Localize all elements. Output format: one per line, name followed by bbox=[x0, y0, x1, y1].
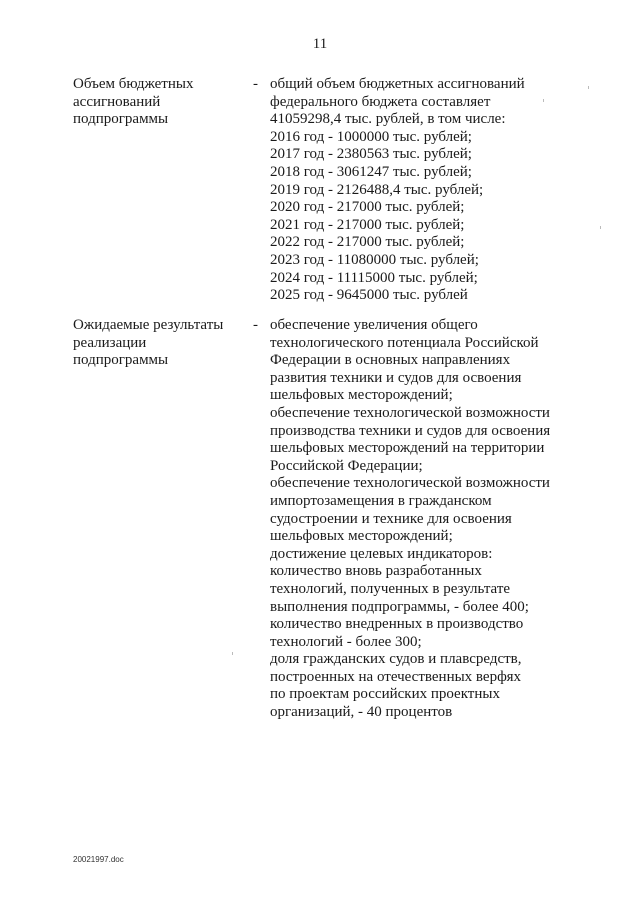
page-number: 11 bbox=[312, 36, 328, 52]
body-line: 2018 год - 3061247 тыс. рублей; bbox=[270, 163, 472, 180]
label-line: ассигнований bbox=[73, 93, 161, 110]
body-line: развития техники и судов для освоения bbox=[270, 369, 522, 386]
scan-speck bbox=[588, 86, 589, 89]
body-line: 2021 год - 217000 тыс. рублей; bbox=[270, 216, 465, 233]
label-line: подпрограммы bbox=[73, 352, 169, 369]
body-line: 2016 год - 1000000 тыс. рублей; bbox=[270, 128, 472, 145]
body-line: доля гражданских судов и плавсредств, bbox=[270, 651, 522, 668]
body-line: по проектам российских проектных bbox=[270, 686, 500, 703]
body-line: обеспечение технологической возможности bbox=[270, 475, 550, 492]
label-line: реализации bbox=[73, 334, 147, 351]
body-line: выполнения подпрограммы, - более 400; bbox=[270, 598, 529, 615]
body-line: количество внедренных в производство bbox=[270, 616, 524, 633]
label-line: Ожидаемые результаты bbox=[73, 317, 224, 333]
body-line: технологий - более 300; bbox=[270, 633, 422, 650]
section-budget-label bbox=[73, 76, 243, 129]
section-results-label bbox=[73, 317, 243, 370]
body-line: 2017 год - 2380563 тыс. рублей; bbox=[270, 146, 472, 163]
body-line: общий объем бюджетных ассигнований bbox=[270, 76, 525, 92]
body-line: шельфовых месторождений; bbox=[270, 387, 453, 404]
body-line: обеспечение технологической возможности bbox=[270, 404, 550, 421]
body-line: Российской Федерации; bbox=[270, 457, 423, 474]
body-line: 2019 год - 2126488,4 тыс. рублей; bbox=[270, 181, 484, 198]
body-line: количество вновь разработанных bbox=[270, 563, 482, 580]
body-line: 2020 год - 217000 тыс. рублей; bbox=[270, 199, 465, 216]
body-line: 41059298,4 тыс. рублей, в том числе: bbox=[270, 111, 506, 128]
body-line: 2022 год - 217000 тыс. рублей; bbox=[270, 234, 465, 251]
scan-speck bbox=[543, 99, 544, 102]
body-line: обеспечение увеличения общего bbox=[270, 317, 478, 333]
label-line: подпрограммы bbox=[73, 111, 169, 128]
footer-filename: 20021997.doc bbox=[73, 855, 124, 864]
body-line: шельфовых месторождений на территории bbox=[270, 440, 545, 457]
body-line: достижение целевых индикаторов: bbox=[270, 545, 493, 562]
body-line: организаций, - 40 процентов bbox=[270, 704, 453, 721]
section-budget-body bbox=[270, 76, 570, 305]
body-line: технологического потенциала Российской bbox=[270, 334, 539, 351]
body-line: судостроении и технике для освоения bbox=[270, 510, 512, 527]
body-line: Федерации в основных направлениях bbox=[270, 352, 511, 369]
body-line: шельфовых месторождений; bbox=[270, 528, 453, 545]
body-line: производства техники и судов для освоения bbox=[270, 422, 551, 439]
body-line: федерального бюджета составляет bbox=[270, 93, 491, 110]
body-line: построенных на отечественных верфях bbox=[270, 668, 521, 685]
section-dash: - bbox=[253, 76, 258, 92]
body-line: импортозамещения в гражданском bbox=[270, 492, 492, 509]
body-line: 2025 год - 9645000 тыс. рублей bbox=[270, 287, 468, 304]
label-line: Объем бюджетных bbox=[73, 76, 194, 92]
section-dash: - bbox=[253, 317, 258, 333]
body-line: технологий, полученных в результате bbox=[270, 580, 511, 597]
section-results-body bbox=[270, 317, 570, 722]
body-line: 2024 год - 11115000 тыс. рублей; bbox=[270, 269, 478, 286]
scan-speck bbox=[600, 226, 601, 229]
scan-speck bbox=[232, 652, 233, 655]
body-line: 2023 год - 11080000 тыс. рублей; bbox=[270, 251, 479, 268]
